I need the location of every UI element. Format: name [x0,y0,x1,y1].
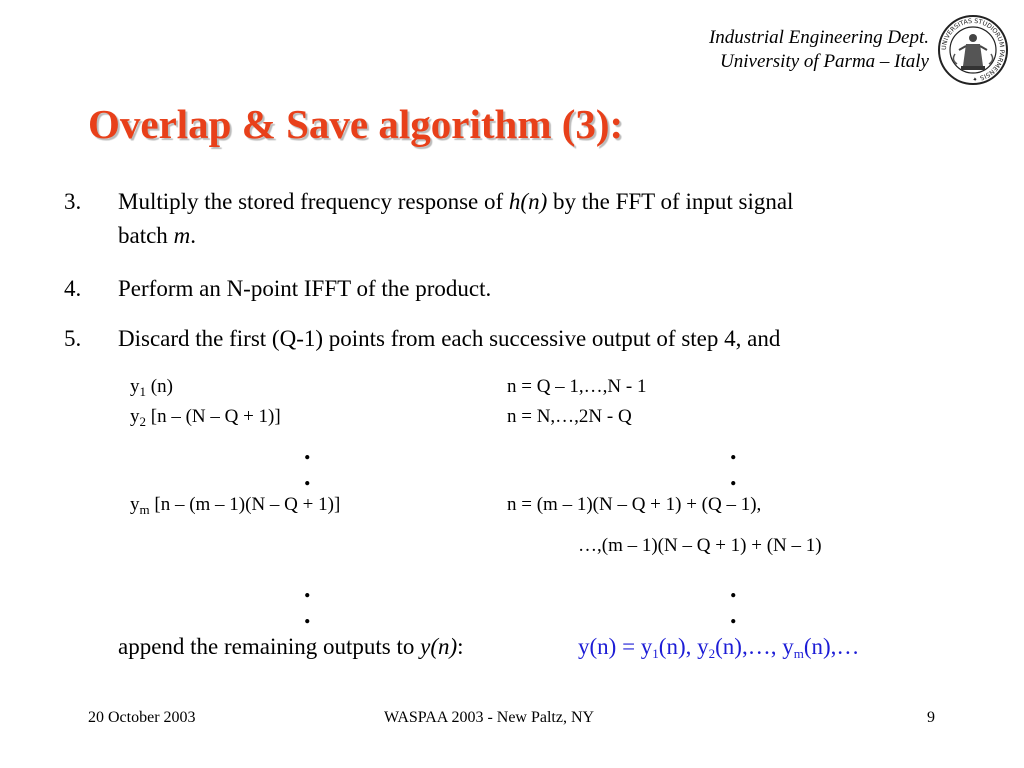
slide-title: Overlap & Save algorithm (3): [88,101,624,147]
ellipsis-dot: . [304,600,311,629]
append-text: append the remaining outputs to [118,634,421,659]
ellipsis-dot: . [304,436,311,465]
ellipsis-dot: . [730,436,737,465]
ellipsis-dot: . [730,600,737,629]
append-text-italic: y(n) [420,634,458,659]
range-ym-line2: …,(m – 1)(N – Q + 1) + (N – 1) [578,535,822,556]
equation-ym: $y_m$ [n – (m – 1)(N – Q + 1)] [130,494,341,517]
item-text: Discard the first (Q-1) points from each successive output of step 4, and [118,326,781,351]
ellipsis-dot: . [730,574,737,603]
item-text: Multiply the stored frequency response of [118,189,509,214]
item-text-line2 [118,219,196,253]
university-name: University of Parma – Italy [720,51,929,72]
item-text: batch [118,223,174,248]
department-name: Industrial Engineering Dept. [708,27,929,48]
page-number: 9 [927,709,935,726]
equation-y1: $y_1$ (n) [130,376,173,399]
range-y1: n = Q – 1,…,N - 1 [507,376,647,397]
append-line: append the remaining outputs to y(n): [118,634,464,659]
equation-y2: $y_2$ [n – (N – Q + 1)] [130,406,281,429]
range-ym-line1: n = (m – 1)(N – Q + 1) + (Q – 1), [507,494,762,515]
institution-header [709,26,929,74]
item-text-italic: h(n) [508,189,548,214]
list-item [0,322,1024,356]
item-number: 4. [64,276,82,301]
output-formula: $y(n) = y_1(n)$, $y_2(n),\dots$, $y_m(n),\dots$ [578,634,860,661]
item-text-italic: m [173,223,191,248]
list-item [0,185,1024,255]
footer-date: 20 October 2003 [88,709,196,726]
item-text-line1 [118,185,793,219]
item-number: 3. [64,189,82,214]
ellipsis-dot: . [304,574,311,603]
footer-event: WASPAA 2003 - New Paltz, NY [384,709,595,726]
list-item [0,272,1024,306]
item-text: . [190,223,196,248]
item-text: by the FFT of input signal [547,189,794,214]
range-y2: n = N,…,2N - Q [507,406,632,427]
item-text: Perform an N-point IFFT of the product. [118,276,492,301]
ellipsis-dot: . [730,462,737,491]
item-number: 5. [64,326,82,351]
university-seal-icon [937,14,1009,86]
ellipsis-dot: . [304,462,311,491]
seal-lettering: UNIVERSITAS STUDIORUM PARMENSIS ✦ [940,17,1006,83]
